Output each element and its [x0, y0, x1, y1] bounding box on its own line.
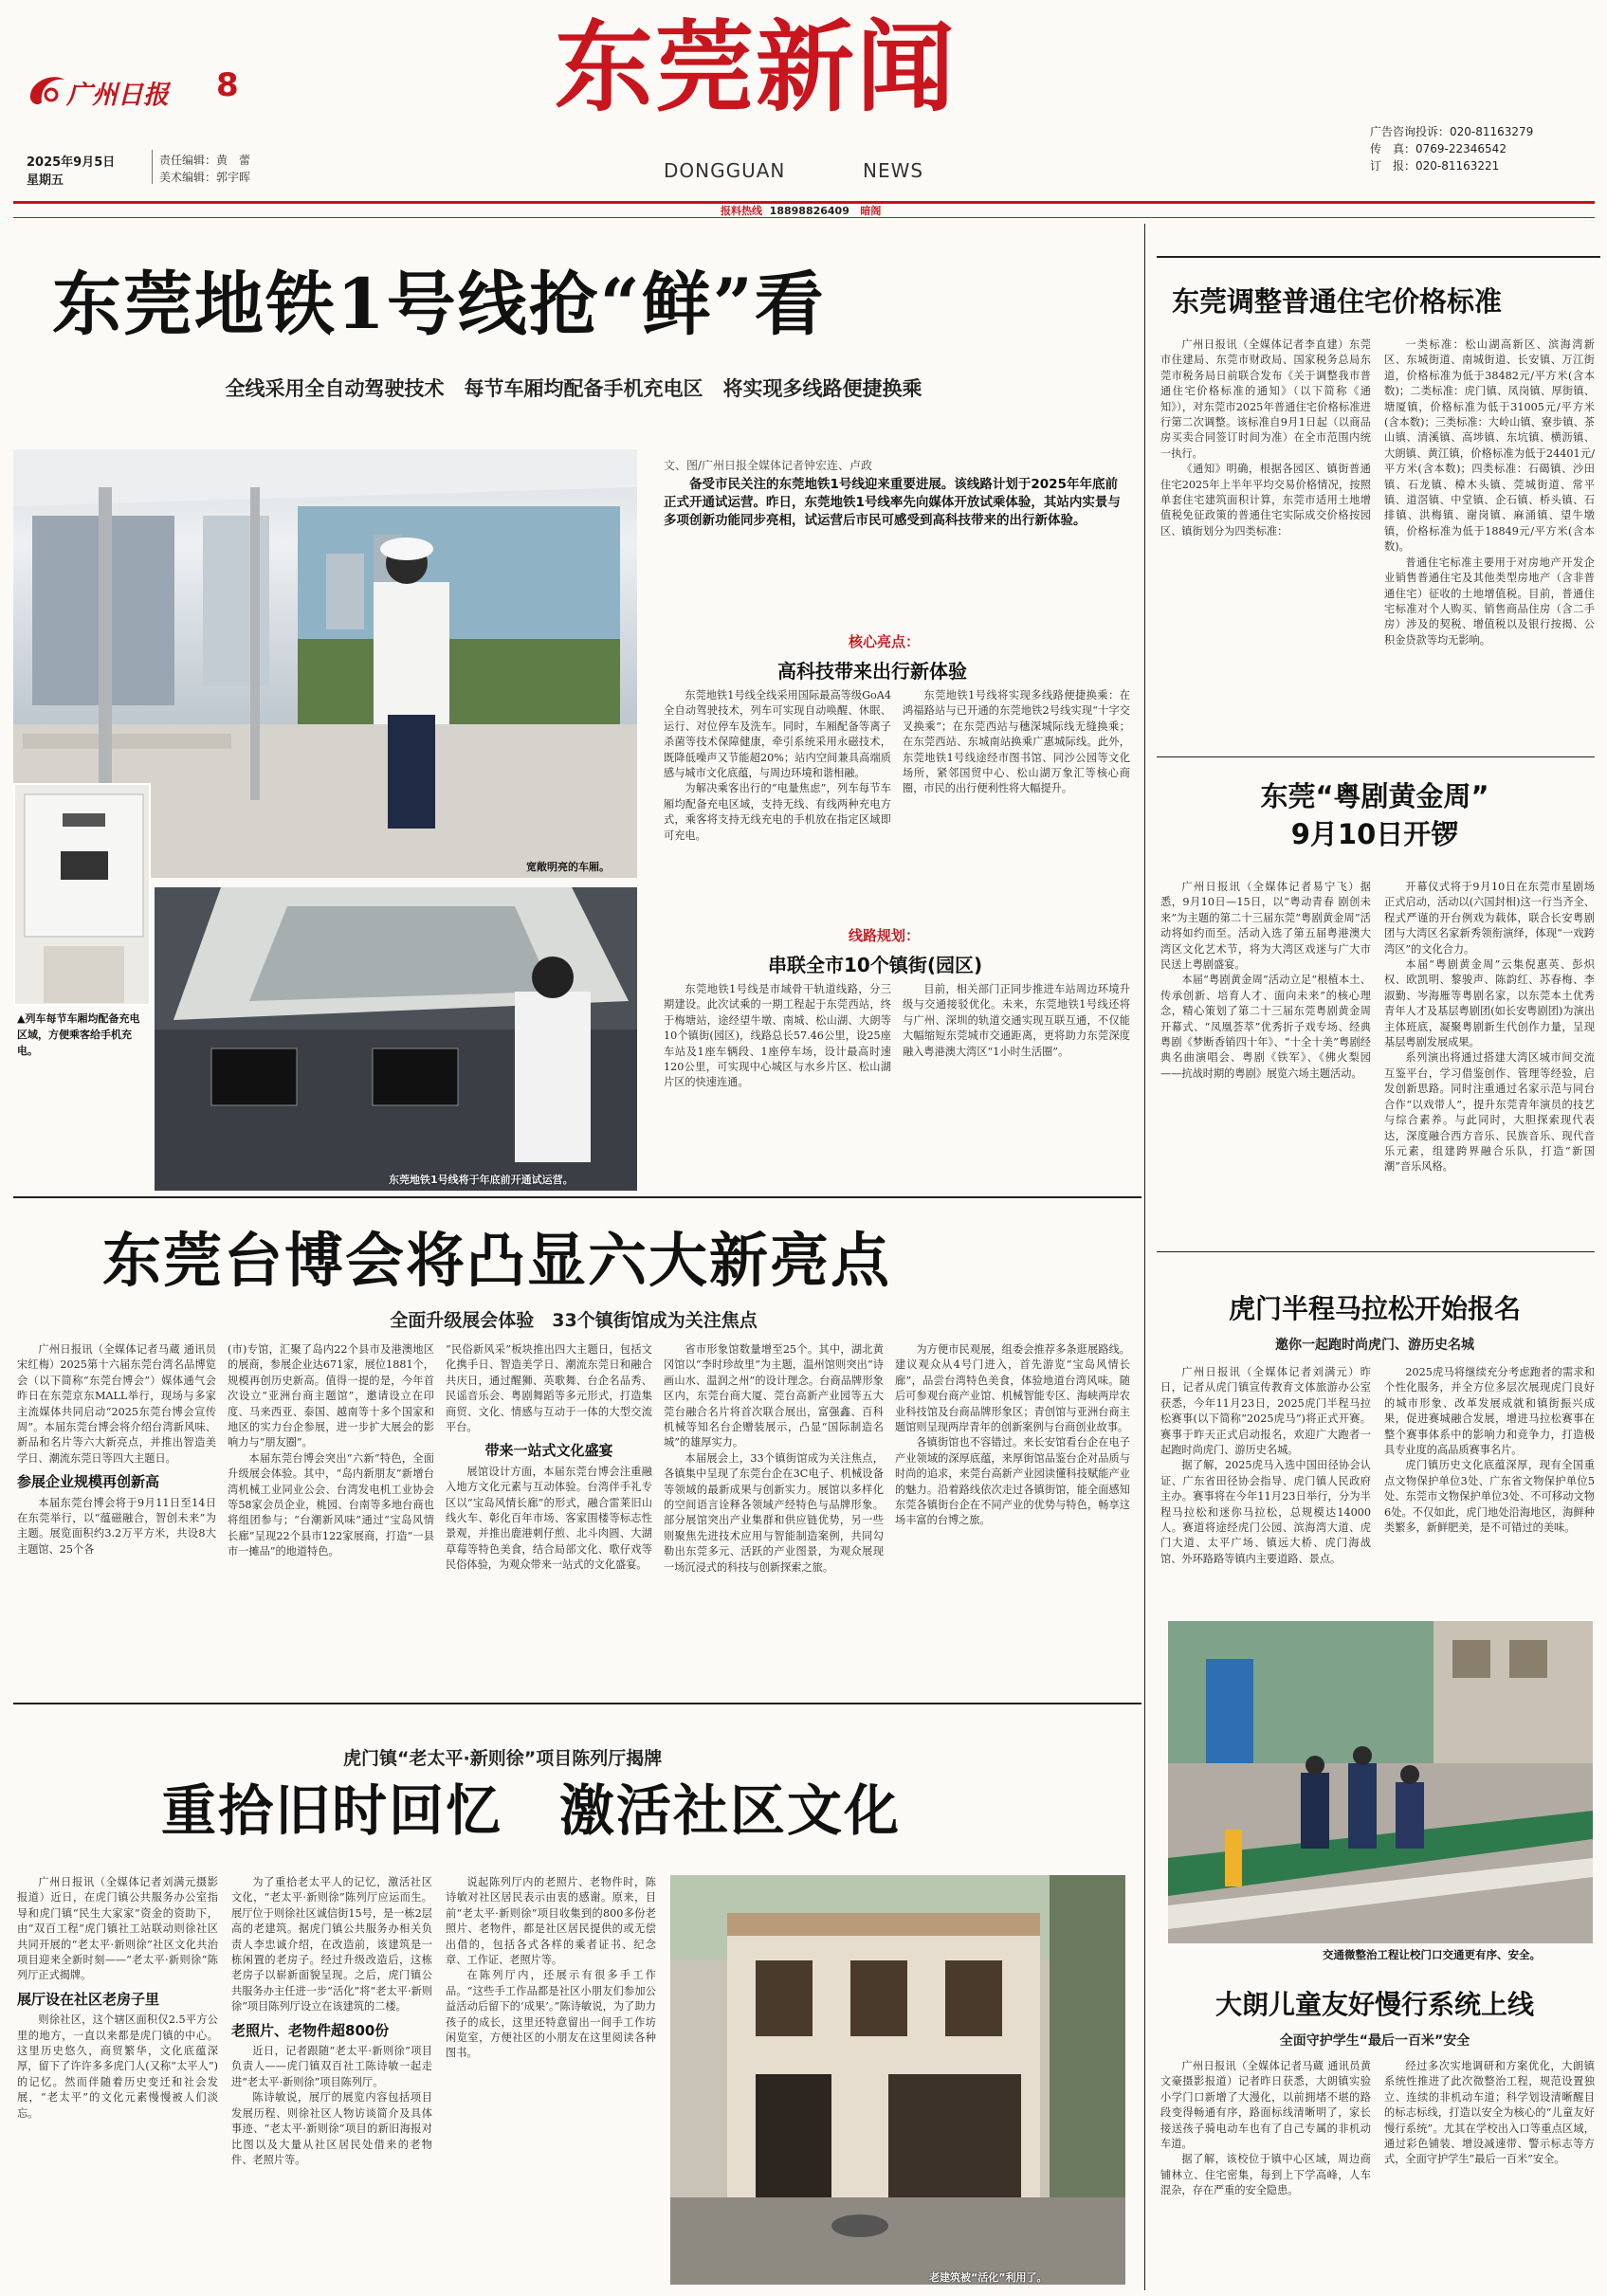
paper-name: 广州日报 — [66, 81, 169, 110]
metro-column-2 — [903, 688, 1130, 906]
metro-kicker-2: 线路规划： — [849, 927, 921, 944]
humen-article — [0, 1706, 1142, 2294]
taibo-column-1 — [17, 1342, 216, 1693]
marathon-subtitle: 邀你一起跑时尚虎门、游历史名城 — [1275, 1338, 1474, 1353]
metro-heading-1: 高科技带来出行新体验 — [777, 660, 967, 683]
metro-para-2: 为解决乘客出行的“电量焦虑”，列车每节车厢均配备充电区域，支持无线、有线两种充电方式，乘客将支持无线充电的手机放在指定区域即可充电。 — [664, 782, 891, 842]
opera-column-1 — [1160, 880, 1371, 1283]
section-title: 东莞新闻 — [555, 9, 958, 125]
hotline-bar — [721, 203, 881, 216]
opera-para-4: 本届“粤剧黄金周”云集倪惠英、彭炽权、欧凯明、黎骏声、陈韵红、苏春梅、李淑勤、岑海雁等粤剧名家，以东莞本土优秀青年人才及基层粤剧团(如长安粤剧团)为演出主体班底，凝聚粤剧新生代创作力量，呈现基层粤剧发展成果。 — [1384, 958, 1595, 1049]
humen-para-6: 说起陈列厅内的老照片、老物件时，陈诗敏对社区居民表示由衷的感谢。原来，目前“老太平·新则徐”项目收集到的800多份老照片、老物件，都是社区居民提供的或无偿出借的，包括各式各样的乘者证书、纪念章、工作证、老照片等。 — [446, 1876, 656, 1967]
ad-phone: 广告咨询投诉：020-81163279 — [1370, 125, 1534, 138]
taibo-column-4 — [664, 1342, 884, 1693]
housing-article — [1147, 224, 1607, 755]
fax-number: 传 真：0769-22346542 — [1370, 142, 1507, 155]
metro-credit: 文、图/广州日报全媒体记者钟宏连、卢政 — [664, 459, 873, 472]
opera-para-5: 系列演出将通过搭建大湾区城市间交流互鉴平台，学习借鉴创作、管理等经验，启发创新思路。同时注重通过名家示范与同台合作“以戏带人”，提升东莞青年演员的技艺与综合素养。与此同时，大胆探索现代表达，深度融合西方音乐、民族音乐、现代音乐元素，组建跨界融合乐队，打造“新国潮”音乐风格。 — [1384, 1051, 1595, 1174]
carriage-caption: 宽敞明亮的车厢。 — [526, 861, 610, 873]
old-building-photo — [670, 1875, 1125, 2285]
issue-date: 2025年9月5日 — [27, 155, 116, 170]
opera-bottom-rule — [1157, 1251, 1595, 1252]
taibo-para-9: 为方便市民观展，组委会推荐多条逛展路线。建议观众从4号门进入，首先游览“宝岛风情长廊”，品尝台湾特色美食，体验地道台湾风味。随后可参观台商产业馆、机械智能专区、海峡两岸农业科技馆及台商品牌形象区；青创馆与亚洲台商主题馆则呈现两岸青年的创新案例与台商创业故事。 — [895, 1343, 1130, 1434]
children-headline: 大朗儿童友好慢行系统上线 — [1214, 1989, 1534, 2020]
date-divider — [152, 150, 153, 184]
housing-para-4: 普通住宅标准主要用于对房地产开发企业销售普通住宅及其他类型房地产（含非普通住宅）征收的土地增值税。目前，普通住宅标准对个人购买、销售商品住房（含二手房）涉及的契税、增值税以及银行按揭、公积金贷款等均无影响。 — [1384, 556, 1595, 647]
hotline-label: 报料热线 — [721, 205, 762, 217]
taibo-bottom-rule — [13, 1703, 1141, 1704]
humen-kicker: 虎门镇“老太平·新则徐”项目陈列厅揭牌 — [343, 1748, 663, 1769]
taibo-para-1: 广州日报讯（全媒体记者马蔵 通讯员宋红梅）2025第十六届东莞台湾名品博览会（以下简称“东莞台博会”）媒体通气会昨日在东莞京东MALL举行，现场与多家主流媒体共同启动“2025东莞台博会宣传周”。本届东莞台博会将介绍台湾新风味、新品和名片等六大新亮点，并推出智造美学日、潮流东莞日等四大主题日。 — [17, 1343, 216, 1465]
marathon-article — [1147, 1253, 1607, 1613]
children-column-2 — [1384, 2059, 1595, 2290]
humen-para-5-start: 陈诗敏说，展厅的展览内容包括项目发展历程、则徐社区人物访谈简介及具体事迹、“老太平·新则徐”项目的新旧海报对比图以及大量从社区居民处借来的老物件、老照片等。 — [231, 2091, 432, 2166]
metro-column-1 — [664, 688, 891, 906]
humen-column-3 — [446, 1875, 656, 2290]
marathon-headline: 虎门半程马拉松开始报名 — [1228, 1293, 1521, 1324]
opera-para-2: 本届“粤剧黄金周”活动立足“根植本土、传承创新、培育人才、面向未来”的核心理念，精心策划了第二十三届东莞粤剧黄金周开幕式、“凤凰荟萃”优秀折子戏专场、经典粤剧《梦断香销四十年》、“十全十美”粤剧经典名曲演唱会、粤剧《铁军》、《佛火梨园——抗战时期的粤剧》展览六场主题活动。 — [1160, 974, 1371, 1080]
taibo-column-2 — [228, 1342, 434, 1693]
opera-article — [1147, 758, 1607, 1289]
column-divider — [1144, 224, 1145, 2290]
logo-swirl-icon — [25, 70, 70, 112]
children-para-3: 经过多次实地调研和方案优化，大朗镇系统性推进了此次微整治工程，规范设置独立、连续的非机动车道；科学划设清晰醒目的标志标线，打造以安全为核心的“儿童友好慢行系统”。尤其在学校出入口等重点区域，通过彩色铺装、增设减速带、警示标志等方式，全面守护学生“最后一百米”安全。 — [1384, 2060, 1595, 2166]
driver-cab-photo — [155, 887, 637, 1191]
taibo-subhead-2: 带来一站式文化盛宴 — [484, 1442, 613, 1460]
opera-column-2 — [1384, 880, 1595, 1283]
hotline-tail: 暗阁 — [860, 205, 882, 217]
housing-para-3: 一类标准：松山湖高新区、滨海湾新区、东城街道、南城街道、长安镇、万江街道，价格标准为低于38482元/平方米(含本数)；二类标准：虎门镇、凤岗镇、厚街镇、塘厦镇，价格标准为低于31005元/平方米(含本数)；三类标准：大岭山镇、寮步镇、茶山镇、清溪镇、高埗镇、东坑镇、横沥镇、大朗镇、黄江镇，价格标准为低于24401元/平方米(含本数)；四类标准：石碣镇、沙田镇、石龙镇、樟木头镇、莞城街道、常平镇、道滘镇、中堂镇、企石镇、桥头镇、石排镇、洪梅镇、谢岗镇、麻涌镇、望牛墩镇，价格标准为低于18849元/平方米(含本数)。 — [1384, 338, 1595, 554]
humen-subhead-2: 老照片、老物件超800份 — [231, 2021, 390, 2039]
humen-para-2: 则徐社区，这个辖区面积仅2.5平方公里的地方，一直以来都是虎门镇的中心。这里历史悠久，商贸繁华，文化底蕴深厚，留下了许许多多虎门人(又称“太平人”)的记忆。然而伴随着历史变迁和社会发展，“老太平”的文化元素慢慢被人们淡忘。 — [17, 2014, 218, 2120]
charging-caption: ▲列车每节车厢均配备充电区域，方便乘客给手机充电。 — [17, 1012, 140, 1057]
housing-bottom-rule — [1157, 756, 1595, 757]
taibo-subhead-1: 参展企业规模再创新高 — [17, 1473, 160, 1491]
taibo-para-8: 本届展会上，33个镇街馆成为关注焦点，各镇集中呈现了东莞台企在3C电子、机械设备等领域的最新成果与创新实力。展馆以多样化的空间语言诠释各领域产经特色与品牌形象。部分展馆突出产业集群和供应链优势，另一些则聚焦先进技术应用与智能制造案例，共同勾勒出东莞多元、活跃的产业图景，为观众展现一场沉浸式的科技与创新探索之旅。 — [664, 1451, 884, 1574]
taibo-article — [0, 1200, 1142, 1697]
humen-column-1 — [17, 1875, 218, 2290]
marathon-column-2 — [1384, 1365, 1595, 1613]
metro-column-4 — [903, 982, 1130, 1191]
section-en-1: DONGGUAN — [664, 159, 786, 182]
metro-para-1: 东莞地铁1号线全线采用国际最高等级GoA4全自动驾驶技术，列车可实现自动唤醒、休眠、运行、对位停车及洗车。同时，车厢配备等离子杀菌等技术保障健康，牵引系统采用永磁技术，既降低噪声又节能超20%；站内空间兼具高端质感与城市文化底蕴，与周边环境和谐相融。 — [664, 689, 891, 780]
old-building-caption: 老建筑被“活化”利用了。 — [929, 2271, 1048, 2284]
humen-para-4: 近日，记者跟随“老太平·新则徐”项目负责人——虎门镇双百社工陈诗敏一起走进“老太平·新则徐”项目陈列厅。 — [231, 2045, 432, 2088]
taibo-para-2: 本届东莞台博会将于9月11日至14日在东莞举行，以“蕴磁融合，智创未来”为主题。展览面积约3.2万平方米，共设8大主题馆、25个各 — [17, 1496, 216, 1556]
taibo-para-6: 展馆设计方面，本届东莞台博会注重融入地方文化元素与互动体验。台湾伴手礼专区以“宝岛风情长廊”的形式，融合雷莱旧山线火车、彰化百年市场、客家围楼等标志性景观，并推出鹿港刺仔煎、北斗肉圆、大湖草莓等特色美食，结合局部文化、歌仔戏等民俗体验，为观众带来一站式的文化盛宴。 — [446, 1465, 652, 1572]
children-article — [1147, 1968, 1607, 2294]
housing-para-2: 《通知》明确，根据各园区、镇街普通住宅2025年上半年平均交易价格情况，按照单套住宅建筑面积计算，东莞市适用土地增值税免征政策的普通住宅实际成交价格按园区、镇街划分为四类标准： — [1160, 463, 1371, 538]
page-number: 8 — [216, 66, 239, 104]
subscribe-phone: 订 报：020-81163221 — [1370, 159, 1500, 173]
opera-headline-1: 东莞“粤剧黄金周” — [1260, 780, 1489, 812]
opera-para-1: 广州日报讯（全媒体记者易宁飞）据悉，9月10日—15日，以“粤动青春 剧创未来”为主题的第二十三届东莞“粤剧黄金周”活动将如约而至。活动入选了第五届粤港澳大湾区文化艺术节，将为大湾区戏迷与广大市民送上粤剧盛宴。 — [1160, 881, 1371, 972]
taibo-para-10: 各镇街馆也不容错过。来长安馆看台企在电子产业领域的深厚底蕴，来厚街馆品鉴台企对品质与时尚的追求，来莞台高新产业园读懂科技赋能产业的魅力。沿着路线依次走过各镇街馆，能全面感知东莞各镇街台企在不同产业的优势与特色，畅享这场丰富的台博之旅。 — [895, 1436, 1130, 1527]
metro-para-4: 东莞地铁1号线是市域骨干轨道线路，分三期建设。此次试乘的一期工程起于东莞西站，终于梅塘站，途经望牛墩、南城、松山湖、大朗等10个镇街(园区)，线路总长57.46公里，设25座车站及1座车辆段、1座停车场，设计最高时速120公里，可实现中心城区与水乡片区、松山湖片区的快速连通。 — [664, 983, 891, 1089]
issue-weekday: 星期五 — [27, 173, 64, 188]
metro-subtitle: 全线采用全自动驾驶技术 每节车厢均配备手机充电区 将实现多线路便捷换乘 — [225, 377, 922, 400]
newspaper-logo — [25, 70, 224, 112]
opera-headline-2: 9月10日开锣 — [1290, 818, 1459, 850]
school-traffic-photo — [1168, 1621, 1593, 1943]
housing-para-1: 广州日报讯（全媒体记者李直建）东莞市住建局、东莞市财政局、国家税务总局东莞市税务局日前联合发布《关于调整我市普通住宅价格标准的通知》（以下简称《通知》），对东莞市2025年普通住宅价格标准进行第二次调整。该标准自9月1日起（以商品房买卖合同签订时间为准）在全市范围内统一执行。 — [1160, 338, 1371, 460]
art-editor-credit: 美术编辑：郭宇晖 — [159, 171, 251, 184]
taibo-column-3 — [446, 1342, 652, 1693]
housing-top-rule — [1157, 256, 1600, 258]
cab-caption: 东莞地铁1号线将于年底前开通试运营。 — [389, 1174, 574, 1186]
charging-area-photo — [13, 783, 151, 1006]
children-subtitle: 全面守护学生“最后一百米”安全 — [1279, 2033, 1470, 2049]
humen-column-2 — [231, 1875, 432, 2290]
children-column-1 — [1160, 2059, 1371, 2290]
metro-column-3 — [664, 982, 891, 1191]
masthead-rule-thin — [13, 217, 1595, 218]
humen-para-1: 广州日报讯（全媒体记者刘满元摄影报道）近日，在虎门镇公共服务办公室指导和虎门镇“民生大家家”资金的资助下，由“双百工程”虎门镇社工站联动则徐社区共同开展的“老太平·新则徐”社区文化共治项目迎来全新时刻——“老太平·新则徐”陈列厅正式揭牌。 — [17, 1876, 218, 1982]
taibo-para-4: 本届东莞台博会突出“六新”特色，全面升级展会体验。其中，“岛内新朋友”新增台湾机械工业同业公会、台湾发电机工业协会等58家会员企业，桃园、台南等多地台商也将组团参与；“台潮新风味”通过“宝岛风情长廊”呈现22个县市122家展商，打造“一县市一摊品”的地道特色。 — [228, 1451, 434, 1558]
marathon-para-3: 2025虎马将继续充分考虑跑者的需求和个性化服务，并全方位多层次展现虎门良好的城市形象、改革发展成就和镇街振兴成果，促进赛城融合发展，增进马拉松赛事在整个赛事体系中的影响力和竞争力，打造极具专业度的高品质赛事名片。 — [1384, 1366, 1595, 1457]
taibo-headline: 东莞台博会将凸显六大新亮点 — [102, 1226, 892, 1295]
housing-column-1 — [1160, 337, 1371, 755]
taibo-para-3: (市)专馆，汇聚了岛内22个县市及港澳地区的展商，参展企业达671家，展位1881个，规模再创历史新高。值得一提的是，今年首次设立“亚洲台商主题馆”，邀请设立在印度、马来西亚、泰国、越南等十多个国家和地区的实力台企参展，进一步扩大展会的影响力与“朋友圈”。 — [228, 1343, 434, 1449]
metro-headline: 东莞地铁1号线抢“鲜”看 — [52, 264, 826, 345]
taibo-column-5 — [895, 1342, 1130, 1693]
marathon-para-1: 广州日报讯（全媒体记者刘满元）昨日，记者从虎门镇宣传教育文体旅游办公室获悉，今年11月23日，2025虎门半程马拉松赛事(以下简称“2025虎马”)将正式开赛。赛事于昨天正式启动报名，欢迎广大跑者一起跑时尚虎门、游历史名城。 — [1160, 1366, 1371, 1457]
school-traffic-caption: 交通微整治工程让校门口交通更有序、安全。 — [1323, 1948, 1541, 1961]
metro-heading-2: 串联全市10个镇街(园区) — [768, 954, 983, 976]
marathon-para-2: 据了解，2025虎马入选中国田径协会认证、广东省田径协会指导、虎门镇人民政府主办。赛事将在今年11月23日举行，分为半程马拉松和迷你马拉松，总规模达14000人。赛道将途经虎门公园、滨海湾大道、虎门大道、太平广场、镇远大桥、虎门海战馆、外环路路等镇内主要道路、景点。 — [1160, 1459, 1371, 1565]
housing-headline: 东莞调整普通住宅价格标准 — [1172, 285, 1503, 318]
editor-credit: 责任编辑：黄 蕾 — [159, 154, 251, 167]
metro-para-5: 目前，相关部门正同步推进车站周边环境升级与交通接驳优化。未来，东莞地铁1号线还将与广州、深圳的轨道交通实现互联互通，不仅能大幅缩短东莞城市交通距离，更将助力东莞深度融入粤港澳大湾区“1小时生活圈”。 — [903, 983, 1130, 1058]
taibo-subtitle: 全面升级展会体验 33个镇街馆成为关注焦点 — [390, 1310, 758, 1331]
metro-para-3: 东莞地铁1号线将实现多线路便捷换乘：在鸿福路站与已开通的东莞地铁2号线实现“十字交叉换乘”；在东莞西站与穗深城际线无缝换乘；在东莞西站、东城南站换乘广惠城际线。此外，东莞地铁1号线途经市图书馆、同沙公园等文化场所，紧邻国贸中心、松山湖万象汇等核心商圈，市民的出行便利性将大幅提升。 — [903, 689, 1130, 795]
humen-headline: 重拾旧时回忆 激活社区文化 — [161, 1778, 902, 1843]
metro-article — [0, 224, 1142, 1191]
opera-para-3: 开幕仪式将于9月10日在东莞市星剧场正式启动，活动以(六国封相)这一行当齐全、程式严谨的开台例戏为载体，联合长安粤剧团与大湾区名家新秀领衔演绎，体现“一戏跨湾区”的文化合力。 — [1384, 881, 1595, 956]
humen-para-7: 在陈列厅内，还展示有很多手工作品。“这些手工作品都是社区小朋友们参加公益活动后留下的‘成果’。”陈诗敏说，为了助力孩子的成长，这里还特意留出一间手工作坊闲览室，方便社区的小朋友在这里阅读各种图书。 — [446, 1969, 656, 2060]
housing-column-2 — [1384, 337, 1595, 755]
marathon-column-1 — [1160, 1365, 1371, 1613]
children-para-2: 据了解，该校位于镇中心区域，周边商铺林立、住宅密集，每到上下学高峰，人车混杂，存在严重的安全隐患。 — [1160, 2153, 1371, 2197]
metro-bottom-rule — [13, 1196, 1141, 1198]
masthead — [0, 0, 1607, 220]
taibo-para-7: 省市形象馆数量增至25个。其中，湖北黄冈馆以“李时珍故里”为主题，温州馆则突出“诗画山水、温润之州”的设计理念。台商品牌形象区内，东莞台商大厦、莞台高新产业园等五大莞台融合名片将首次联合展出，富强鑫、百科机械等知名台企赠装展示，凸显“国际制造名城”的雄厚实力。 — [664, 1343, 884, 1449]
humen-subhead-1: 展厅设在社区老房子里 — [17, 1990, 160, 2008]
children-para-1: 广州日报讯（全媒体记者马蔵 通讯员黄文豪摄影报道）记者昨日获悉，大朗镇实验小学门口新增了大漫化，以前拥堵不堪的路段变得畅通有序，路面标线清晰明了，家长接送孩子骑电动车也有了自己专属的非机动车道。 — [1160, 2060, 1371, 2151]
section-en-2: NEWS — [863, 159, 924, 182]
hotline-number: 18898826409 — [769, 205, 849, 217]
humen-para-3: 为了重拾老太平人的记忆，激活社区文化，“老太平·新则徐”陈列厅应运而生。展厅位于则徐社区诚信街15号，是一栋2层高的老建筑。据虎门镇公共服务办相关负责人李忠诚介绍，在改造前，该建筑是一栋闲置的老房子。经过升级改造后，这栋老房子以崭新面貌呈现。之后，虎门镇公共服务办主任进一步“活化”将“老太平·新则徐”项目陈列厅设立在该建筑的二楼。 — [231, 1876, 432, 2014]
metro-lead: 备受市民关注的东莞地铁1号线迎来重要进展。该线路计划于2025年年底前正式开通试运营。昨日，东莞地铁1号线率先向媒体开放试乘体验，其站内实景与多项创新功能同步亮相，试运营后市民可感受到高科技带来的出行新体验。 — [664, 477, 1121, 528]
metro-kicker-1: 核心亮点： — [849, 633, 921, 650]
taibo-para-5: “民俗新风采”板块推出四大主题日，包括文化携手日、智造美学日、潮流东莞日和融合共庆日，通过醒狮、英歌舞、台企名品秀、民谣音乐会、粤剧舞蹈等多元形式，打造集商贸、文化、情感与互动于一体的大型交流平台。 — [446, 1343, 652, 1434]
marathon-para-4: 虎门镇历史文化底蕴深厚，现有全国重点文物保护单位3处、广东省文物保护单位5处、东莞市文物保护单位3处、不可移动文物6处。不仅如此，虎门地处沿海地区，海鲜种类繁多，新鲜肥美，是不可错过的美味。 — [1384, 1459, 1595, 1535]
